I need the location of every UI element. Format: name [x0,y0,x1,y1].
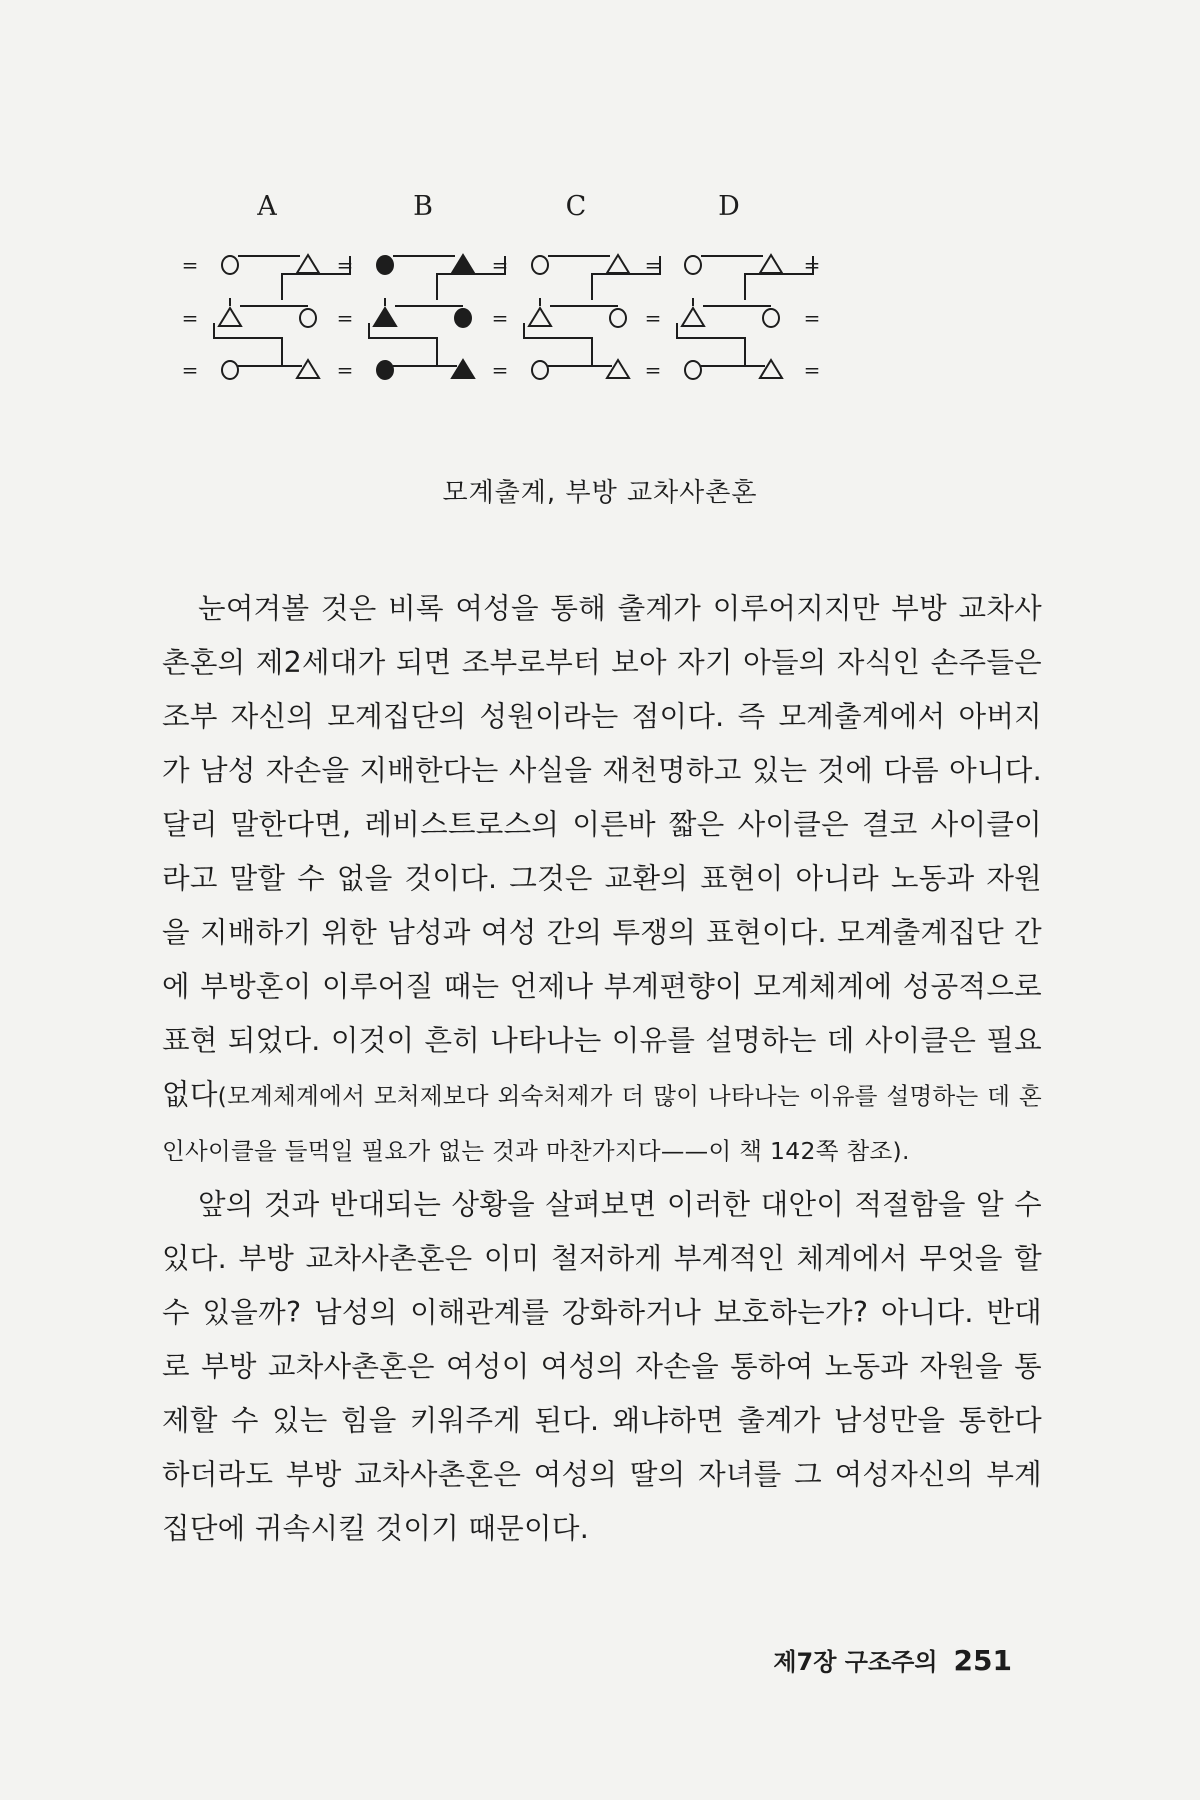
block-3-top-female [532,256,548,274]
block-4-middle-female [763,309,779,327]
column-label-b: B [413,191,433,222]
paragraph-2-text: 앞의 것과 반대되는 상황을 살펴보면 이러한 대안이 적절함을 알 수 있다. 부방 교차사촌혼은 이미 철저하게 부계적인 체계에서 무엇을 할 수 있을까? 남성의 이해관계를 강화하거나 보호하는가? 아니다. 반대로 부방 교차사촌혼은 여성이 여성의 자손을 통하여 노동과 자원을 통제할 수 있는 힘을 키워주게 된다. 왜냐하면 출계가 남성만을 통한다 하더라도 부방 교차사촌혼은 여성의 딸의 자녀를 그 여성자신의 부계집단에 귀속시킬 것이기 때문이다. [162,1188,1042,1545]
column-label-c: C [565,191,587,222]
kinship-diagram-svg [181,191,950,445]
block-1-bottom-male [297,360,319,378]
equals-sign-r3-c5: = [803,358,821,382]
block-4-bottom-male [760,360,782,378]
equals-sign-r3-c4: = [644,358,662,382]
equals-sign-r2-c2: = [336,306,354,330]
block-1-top-female [222,256,238,274]
diagram-caption: 모계출계, 부방 교차사촌혼 [442,478,758,508]
paragraph-1 [162,582,1042,1178]
paragraph-1-text: 눈여겨볼 것은 비록 여성을 통해 출계가 이루어지지만 부방 교차사촌혼의 제2세대가 되면 조부로부터 보아 자기 아들의 자식인 손주들은 조부 자신의 모계집단의 성원이라는 점이다. 즉 모계출계에서 아버지가 남성 자손을 지배한다는 사실을 재천명하고 있는 것에 다름 아니다. 달리 말한다면, 레비스트로스의 이른바 짧은 사이클은 결코 사이클이라고 말할 수 없을 것이다. 그것은 교환의 표현이 아니라 노동과 자원을 지배하기 위한 남성과 여성 간의 투쟁의 표현이다. 모계출계집단 간에 부방혼이 이루어질 때는 언제나 부계편향이 모계체계에 성공적으로 표현 되었다. 이것이 흔히 나타나는 이유를 설명하는 데 사이클은 필요없다 [162,592,1042,1111]
equals-sign-r1-c4: = [644,253,662,277]
equals-sign-r1-c3: = [491,253,509,277]
block-1-bottom-female [222,361,238,379]
block-4-top-female [685,256,701,274]
body-text [162,582,1042,1556]
block-4-top-male [760,255,782,273]
block-4-descent-bottom [677,323,745,366]
paragraph-2 [162,1178,1042,1556]
block-1-top-male [297,255,319,273]
kinship-diagram [181,191,950,445]
block-1-middle-female [300,309,316,327]
equals-sign-r1-c5: = [803,253,821,277]
block-4-middle-male [682,308,704,326]
block-3-bottom-male [607,360,629,378]
block-2-bottom-male [452,360,474,378]
block-2-descent-bottom [369,323,437,366]
paragraph-1-note: (모계체계에서 모처제보다 외숙처제가 더 많이 나타나는 이유를 설명하는 데 혼인사이클을 들먹일 필요가 없는 것과 마찬가지다——이 책 142쪽 참조). [162,1082,1042,1165]
chapter-title: 제7장 구조주의 [773,1648,938,1676]
block-2-middle-male [374,308,396,326]
page-number: 251 [953,1644,1012,1677]
column-label-d: D [718,191,740,222]
block-2-top-female [377,256,393,274]
block-3-bottom-female [532,361,548,379]
block-2-middle-female [455,309,471,327]
block-4-bottom-female [685,361,701,379]
equals-sign-r2-c5: = [803,306,821,330]
block-1-middle-male [219,308,241,326]
page-footer [773,1642,1012,1677]
block-3-descent-bottom [524,323,592,366]
block-3-top-male [607,255,629,273]
column-label-a: A [257,191,277,222]
equals-sign-r1-c2: = [336,253,354,277]
equals-sign-r3-c1: = [181,358,199,382]
block-1-descent-bottom [214,323,282,366]
equals-sign-r3-c3: = [491,358,509,382]
block-2-top-male [452,255,474,273]
block-3-middle-male [529,308,551,326]
equals-sign-r2-c3: = [491,306,509,330]
equals-sign-r1-c1: = [181,253,199,277]
equals-sign-r3-c2: = [336,358,354,382]
kinship-equals-signs [182,253,821,382]
equals-sign-r2-c1: = [181,306,199,330]
block-3-middle-female [610,309,626,327]
block-2-bottom-female [377,361,393,379]
equals-sign-r2-c4: = [644,306,662,330]
